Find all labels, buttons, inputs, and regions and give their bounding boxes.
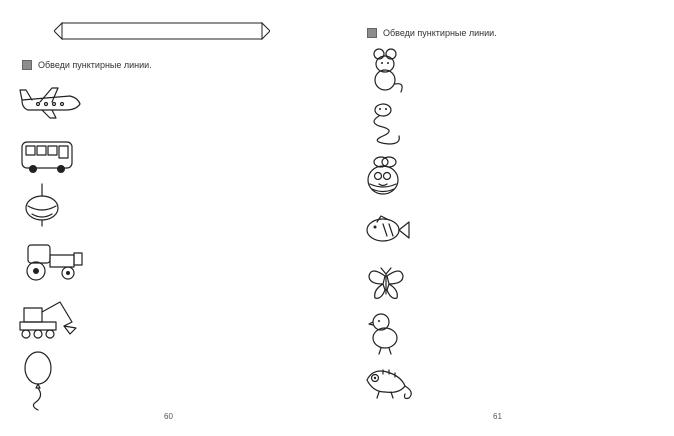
bus-icon — [22, 142, 72, 173]
spinning-top-icon — [26, 184, 58, 226]
page-number: 61 — [493, 412, 502, 421]
right-page — [337, 0, 674, 436]
bee-icon — [368, 157, 398, 194]
right-exercise-area — [337, 0, 674, 436]
mouse-icon — [374, 49, 402, 92]
page-number: 60 — [164, 412, 173, 421]
fish-icon — [367, 216, 409, 241]
chameleon-icon — [367, 370, 411, 399]
balloon-icon — [25, 352, 51, 410]
excavator-icon — [20, 302, 76, 338]
tractor-icon — [27, 245, 82, 280]
chick-icon — [369, 314, 397, 354]
snake-icon — [374, 104, 399, 144]
butterfly-icon — [369, 268, 403, 298]
task-text: Обведи пунктирные линии. — [38, 60, 152, 70]
airplane-icon — [20, 88, 80, 118]
task-text: Обведи пунктирные линии. — [383, 28, 497, 38]
